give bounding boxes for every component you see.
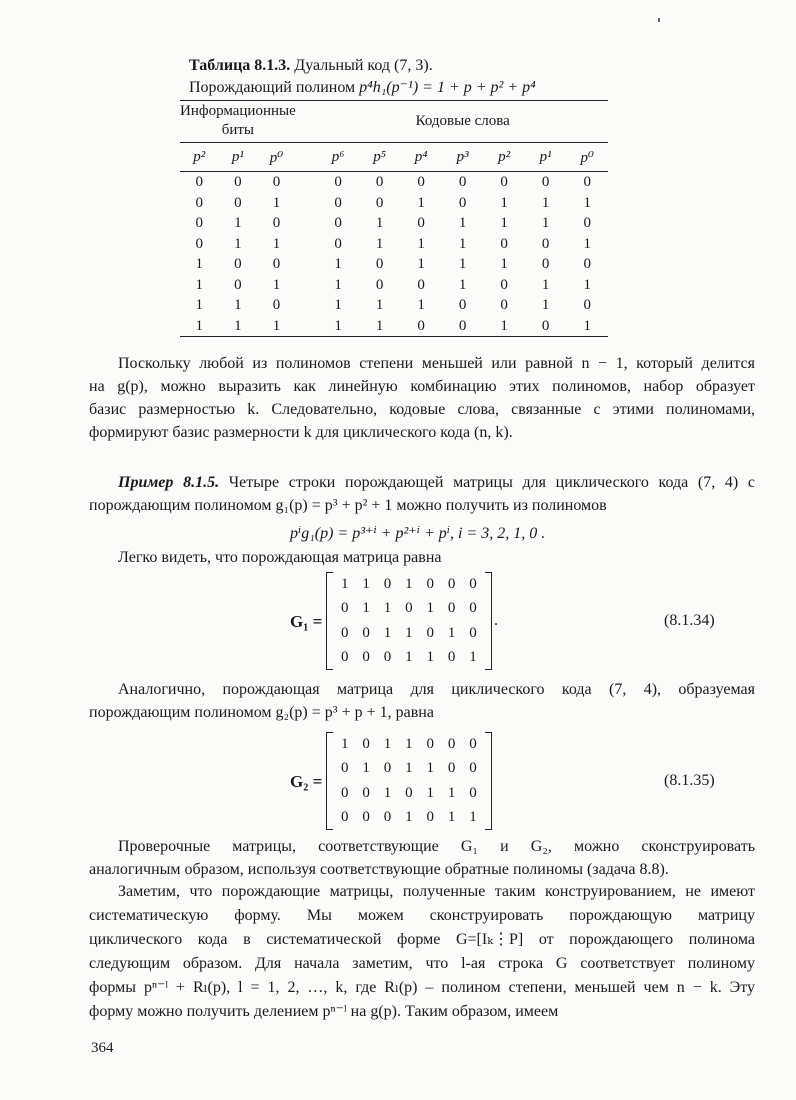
- codeword-bit-cell: 0: [375, 194, 384, 211]
- codeword-bit-cell: 0: [334, 194, 342, 211]
- codeword-bit-cell: 1: [375, 297, 384, 314]
- table-caption: [189, 56, 433, 76]
- codewords-header: Кодовые слова: [415, 112, 510, 129]
- matrix-entry: 0: [447, 735, 456, 752]
- codeword-bit-cell: 0: [541, 174, 550, 191]
- info-bit-cell: 1: [195, 276, 204, 293]
- paragraph-g2: [89, 678, 755, 724]
- matrix-entry: 1: [426, 760, 434, 777]
- matrix-entry: 1: [383, 735, 392, 752]
- paragraph-line: Поскольку любой из полиномов степени меньшей или равной n − 1, который делится: [118, 355, 755, 372]
- codeword-bit-cell: 1: [500, 256, 508, 273]
- codeword-bit-cell: 1: [417, 194, 425, 211]
- paragraph-line: аналогичным образом, используя соответствующие обратные полиномы (задача 8.8).: [89, 861, 669, 878]
- info-bit-cell: 1: [272, 194, 281, 211]
- matrix-entry: 0: [469, 575, 477, 592]
- matrix-entry: 0: [383, 575, 392, 592]
- codeword-bit-cell: 1: [500, 215, 508, 232]
- table-caption-number: Таблица 8.1.3.: [189, 57, 291, 74]
- table-gap: [296, 172, 318, 193]
- matrix-entry: 1: [383, 600, 392, 617]
- matrix-entry: 1: [469, 809, 477, 826]
- matrix-entry: 0: [405, 784, 413, 801]
- info-bit-cell: 0: [234, 256, 242, 273]
- matrix-entry: 0: [469, 735, 477, 752]
- info-bit-cell: 0: [195, 215, 204, 232]
- codeword-bit-cell: 1: [458, 215, 467, 232]
- code-column-header: p²: [498, 148, 511, 165]
- table-gap: [296, 143, 318, 172]
- table-row: [180, 234, 608, 255]
- table-gap: [296, 275, 318, 296]
- info-bit-cell: 0: [234, 276, 242, 293]
- info-column-header: p¹: [231, 148, 244, 165]
- info-bit-cell: 0: [272, 256, 281, 273]
- codeword-bit-cell: 0: [334, 215, 342, 232]
- info-bit-cell: 0: [195, 194, 204, 211]
- paragraph-line: Заметим, что порождающие матрицы, полученные таким конструированием, не имеют: [118, 883, 755, 900]
- codeword-bit-cell: 1: [334, 297, 342, 314]
- paragraph-check-matrices: [89, 835, 755, 881]
- matrix-entry: 1: [340, 735, 349, 752]
- code-column-header: p³: [456, 148, 469, 165]
- table-row: [180, 254, 608, 275]
- codeword-bit-cell: 0: [500, 235, 508, 252]
- shifted-polynomial-formula: pⁱg₁(p) = p³⁺ⁱ + p²⁺ⁱ + pⁱ, i = 3, 2, 1, 0 .: [290, 525, 546, 542]
- page-number: 364: [91, 1040, 114, 1056]
- codeword-bit-cell: 0: [458, 317, 467, 334]
- generator-polynomial-label: Порождающий полином: [189, 79, 360, 96]
- matrix-entry: 1: [362, 600, 370, 617]
- matrix-entry: 0: [362, 809, 370, 826]
- codeword-bit-cell: 0: [500, 276, 508, 293]
- table-row: [180, 275, 608, 296]
- matrix-row: [326, 781, 492, 806]
- matrix-entry: 0: [383, 809, 392, 826]
- info-bit-cell: 1: [195, 317, 204, 334]
- matrix-entry: 0: [469, 600, 477, 617]
- matrix-row: [326, 732, 492, 757]
- table-gap: [296, 234, 318, 255]
- codeword-bit-cell: 0: [375, 174, 384, 191]
- matrix-entry: 1: [426, 600, 434, 617]
- info-bit-cell: 1: [234, 317, 242, 334]
- paragraph-line: циклического кода в систематической форме G=[Iₖ⋮P] от порождающего полинома: [89, 931, 755, 948]
- table-column-header-row: [180, 143, 608, 172]
- matrix-entry: 1: [405, 624, 413, 641]
- codeword-bit-cell: 1: [375, 215, 384, 232]
- example-paragraph: [89, 471, 755, 517]
- table-row: [180, 172, 608, 193]
- code-column-header: p⁶: [331, 148, 345, 165]
- matrix-entry: 1: [383, 784, 392, 801]
- matrix-entry: 1: [405, 735, 413, 752]
- matrix-intro-text: Легко видеть, что порождающая матрица равна: [118, 549, 442, 566]
- paragraph-line: Проверочные матрицы, соответствующие G₁ и G₂, можно сконструировать: [118, 838, 755, 855]
- left-bracket: [326, 732, 333, 830]
- codeword-bit-cell: 1: [583, 194, 591, 211]
- matrix-entry: 0: [426, 735, 434, 752]
- codeword-bit-cell: 0: [417, 174, 425, 191]
- codeword-bit-cell: 0: [375, 276, 384, 293]
- example-first-line: [89, 471, 755, 494]
- matrix-entry: 0: [447, 760, 456, 777]
- matrix-g1: [326, 572, 492, 670]
- codeword-bit-cell: 0: [583, 297, 591, 314]
- table-gap: [296, 213, 318, 234]
- info-bit-cell: 1: [234, 235, 242, 252]
- table-row: [180, 316, 608, 337]
- matrix-entry: 0: [469, 624, 477, 641]
- matrix-intro-line: [89, 546, 755, 569]
- codeword-bit-cell: 0: [458, 174, 467, 191]
- codeword-bit-cell: 0: [541, 235, 550, 252]
- table-gap: [296, 295, 318, 316]
- codeword-bit-cell: 0: [458, 297, 467, 314]
- matrix-entry: 0: [405, 600, 413, 617]
- matrix-entry: 1: [426, 649, 434, 666]
- matrix-entry: 1: [405, 649, 413, 666]
- code-column-header: p⁴: [414, 148, 428, 165]
- codeword-bit-cell: 1: [541, 297, 550, 314]
- info-column-header: p⁰: [269, 149, 284, 166]
- matrix-entry: 1: [383, 624, 392, 641]
- info-bit-cell: 1: [195, 256, 204, 273]
- table-gap: [296, 316, 318, 337]
- matrix-entry: 1: [362, 760, 370, 777]
- codeword-bit-cell: 1: [458, 256, 467, 273]
- paragraph-line: форму можно получить делением pⁿ⁻ˡ на g(p). Таким образом, имеем: [89, 1003, 559, 1020]
- info-bit-cell: 0: [195, 174, 204, 191]
- matrix-entry: 0: [362, 649, 370, 666]
- codeword-bit-cell: 0: [541, 256, 550, 273]
- info-bit-cell: 1: [195, 297, 204, 314]
- codeword-bit-cell: 1: [458, 276, 467, 293]
- codeword-bit-cell: 1: [500, 194, 508, 211]
- info-bit-cell: 0: [272, 174, 281, 191]
- generator-polynomial-formula: p⁴h₁(p⁻¹) = 1 + p + p² + p⁴: [359, 79, 536, 96]
- codeword-bit-cell: 0: [375, 256, 384, 273]
- codeword-bit-cell: 1: [500, 317, 508, 334]
- code-column-header: p⁵: [373, 148, 386, 165]
- codeword-bit-cell: 1: [417, 297, 425, 314]
- code-column-header: p⁰: [580, 149, 594, 166]
- matrix-entry: 0: [340, 649, 349, 666]
- matrix-entry: 1: [447, 624, 456, 641]
- example-title: Пример 8.1.5.: [118, 474, 220, 491]
- matrix-entry: 0: [469, 784, 477, 801]
- right-bracket: [485, 572, 492, 670]
- matrix-row: [326, 621, 492, 646]
- paragraph-line: порождающим полиномом g₂(p) = p³ + p + 1, равна: [89, 704, 434, 721]
- matrix-entry: 0: [426, 809, 434, 826]
- codeword-bit-cell: 0: [583, 215, 591, 232]
- codeword-bit-cell: 0: [334, 235, 342, 252]
- matrix-entry: 0: [426, 575, 434, 592]
- equation-number-8-1-34: (8.1.34): [664, 612, 715, 629]
- matrix-entry: 0: [340, 809, 349, 826]
- example-intro-text: Четыре строки порождающей матрицы для циклического кода (7, 4) с: [219, 474, 756, 491]
- table-row: [180, 295, 608, 316]
- generator-polynomial-line: [189, 78, 536, 98]
- equation-number-8-1-35: (8.1.35): [664, 772, 715, 789]
- codeword-bit-cell: 0: [500, 297, 508, 314]
- table-row: [180, 213, 608, 234]
- codeword-bit-cell: 0: [417, 276, 425, 293]
- info-column-header: p²: [193, 148, 206, 165]
- codeword-bit-cell: 1: [375, 235, 384, 252]
- right-bracket: [485, 732, 492, 830]
- info-bit-cell: 1: [272, 235, 281, 252]
- codeword-bit-cell: 1: [458, 235, 467, 252]
- codeword-bit-cell: 0: [417, 317, 425, 334]
- codeword-bit-cell: 1: [417, 256, 425, 273]
- info-bit-cell: 0: [272, 215, 281, 232]
- matrix-entry: 0: [426, 624, 434, 641]
- matrix-entry: 0: [362, 624, 370, 641]
- matrix-g1-trailing-period: .: [494, 612, 498, 629]
- codeword-bit-cell: 1: [334, 276, 342, 293]
- matrix-entry: 0: [447, 600, 456, 617]
- info-bit-cell: 0: [234, 194, 242, 211]
- matrix-entry: 1: [362, 575, 370, 592]
- paragraph-systematic-form: [89, 880, 755, 1024]
- matrix-g2-label: G₂ =: [290, 772, 323, 791]
- codeword-bit-cell: 1: [583, 235, 591, 252]
- scan-speck: [658, 18, 660, 22]
- matrix-entry: 1: [447, 809, 456, 826]
- info-bits-header: Информационные биты: [180, 103, 296, 138]
- matrix-entry: 1: [469, 649, 477, 666]
- codeword-bit-cell: 1: [375, 317, 384, 334]
- codeword-bit-cell: 1: [334, 317, 342, 334]
- matrix-entry: 0: [447, 575, 456, 592]
- paragraph-line: на g(p), можно выразить как линейную комбинацию этих полиномов, набор образует: [89, 378, 755, 395]
- info-bit-cell: 0: [272, 297, 281, 314]
- info-bit-cell: 1: [234, 215, 242, 232]
- codeword-bit-cell: 1: [541, 276, 550, 293]
- matrix-entry: 1: [405, 809, 413, 826]
- info-bit-cell: 1: [272, 276, 281, 293]
- codeword-bit-cell: 0: [583, 256, 591, 273]
- codeword-bit-cell: 0: [583, 174, 591, 191]
- codeword-bit-cell: 0: [334, 174, 342, 191]
- table-gap: [296, 100, 318, 143]
- example-second-line: порождающим полиномом g₁(p) = p³ + p² + 1 можно получить из полиномов: [89, 497, 607, 514]
- matrix-entry: 0: [340, 624, 349, 641]
- matrix-row: [326, 806, 492, 831]
- matrix-entry: 0: [340, 600, 349, 617]
- info-bit-cell: 0: [234, 174, 242, 191]
- matrix-entry: 1: [405, 575, 413, 592]
- matrix-entry: 0: [340, 760, 349, 777]
- table-caption-title: Дуальный код (7, 3).: [290, 57, 433, 74]
- codeword-bit-cell: 0: [458, 194, 467, 211]
- matrix-row: [326, 597, 492, 622]
- codeword-bit-cell: 0: [541, 317, 550, 334]
- codeword-bit-cell: 0: [500, 174, 508, 191]
- table-gap: [296, 254, 318, 275]
- matrix-entry: 1: [426, 784, 434, 801]
- info-bit-cell: 0: [195, 235, 204, 252]
- code-column-header: p¹: [539, 148, 552, 165]
- table-group-header-row: [180, 100, 608, 143]
- paragraph-line: систематическую форму. Мы можем сконструировать порождающую матрицу: [89, 907, 755, 924]
- matrix-row: [326, 572, 492, 597]
- paragraph-line: формируют базис размерности k для циклического кода (n, k).: [89, 424, 513, 441]
- matrix-g1-label: G₁ =: [290, 612, 323, 631]
- matrix-entry: 1: [447, 784, 456, 801]
- matrix-entry: 0: [447, 649, 456, 666]
- matrix-row: [326, 757, 492, 782]
- matrix-entry: 0: [362, 784, 370, 801]
- paragraph-line: формы pⁿ⁻ˡ + Rₗ(p), l = 1, 2, …, k, где Rₗ(p) – полином степени, меньшей чем n − k. Эту: [89, 979, 755, 996]
- codeword-bit-cell: 1: [541, 215, 550, 232]
- matrix-entry: 1: [340, 575, 349, 592]
- matrix-entry: 0: [469, 760, 477, 777]
- codeword-bit-cell: 1: [541, 194, 550, 211]
- matrix-entry: 0: [340, 784, 349, 801]
- codeword-bit-cell: 0: [417, 215, 425, 232]
- paragraph-line: базис размерностью k. Следовательно, кодовые слова, связанные с этими полиномами,: [89, 401, 755, 418]
- codeword-bit-cell: 1: [583, 276, 591, 293]
- dual-code-table: [180, 100, 608, 337]
- left-bracket: [326, 572, 333, 670]
- codeword-bit-cell: 1: [417, 235, 425, 252]
- info-bit-cell: 1: [234, 297, 242, 314]
- codeword-bit-cell: 1: [583, 317, 591, 334]
- codeword-bit-cell: 1: [334, 256, 342, 273]
- table-row: [180, 193, 608, 214]
- matrix-row: [326, 646, 492, 671]
- matrix-entry: 0: [383, 649, 392, 666]
- table-gap: [296, 193, 318, 214]
- matrix-g2: [326, 732, 492, 830]
- matrix-entry: 0: [362, 735, 370, 752]
- matrix-entry: 0: [383, 760, 392, 777]
- paragraph-line: следующим образом. Для начала заметим, что l-ая строка G соответствует полиному: [89, 955, 755, 972]
- info-bit-cell: 1: [272, 317, 281, 334]
- paragraph-basis: [89, 352, 755, 444]
- paragraph-line: Аналогично, порождающая матрица для циклического кода (7, 4), образуемая: [118, 681, 755, 698]
- matrix-entry: 1: [405, 760, 413, 777]
